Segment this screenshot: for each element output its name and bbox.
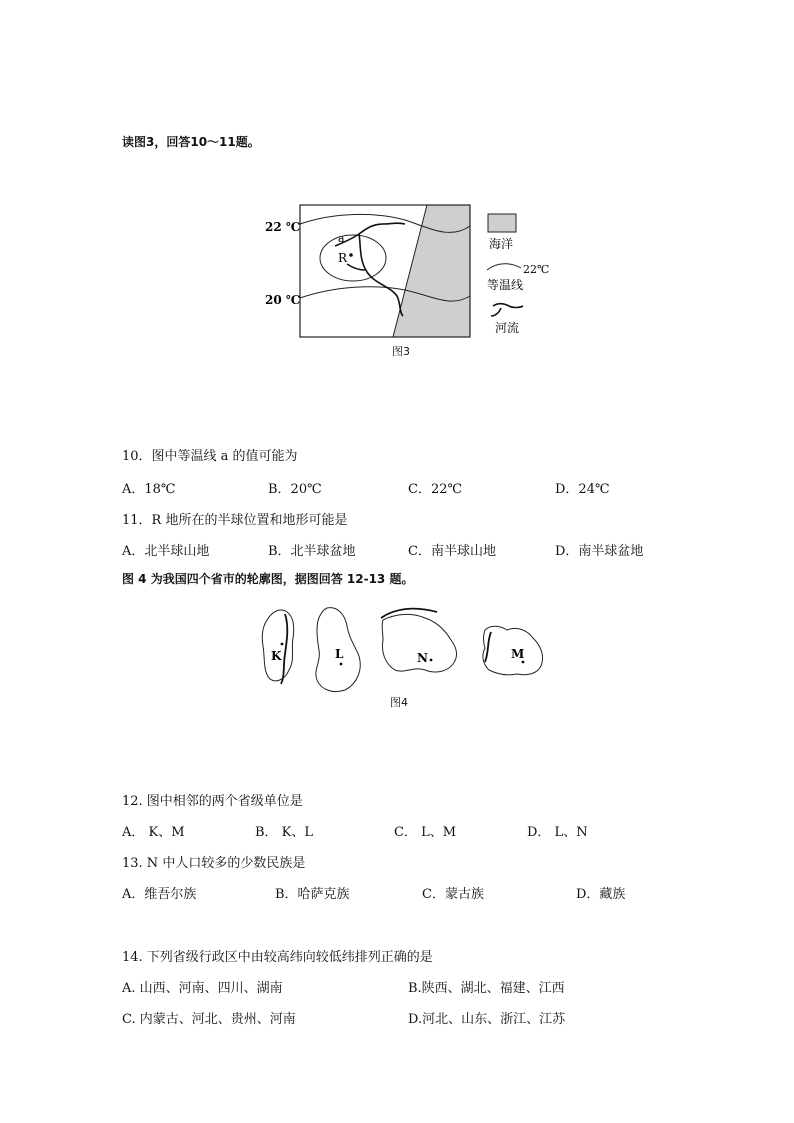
- legend-isotherm-line: [487, 264, 521, 270]
- point-n: [430, 659, 433, 662]
- question-14-option-b[interactable]: B.陕西、湖北、福建、江西: [408, 981, 565, 996]
- question-13-option-d[interactable]: D．藏族: [576, 887, 626, 902]
- question-10-option-a[interactable]: A．18℃: [122, 482, 176, 497]
- question-13-stem: 13. N 中人口较多的少数民族是: [122, 856, 306, 871]
- intro-fig3: 读图3，回答10～11题。: [122, 135, 260, 149]
- question-14-option-d[interactable]: D.河北、山东、浙江、江苏: [408, 1012, 566, 1027]
- question-12-option-b[interactable]: B． K、L: [255, 825, 314, 840]
- outline-m-river: [485, 632, 491, 662]
- figure-3-map: [255, 198, 555, 358]
- question-10-option-d[interactable]: D．24℃: [555, 482, 610, 497]
- question-11-stem: 11．R 地所在的半球位置和地形可能是: [122, 513, 348, 528]
- question-14-stem: 14. 下列省级行政区中由较高纬向较低纬排列正确的是: [122, 950, 433, 965]
- point-r: [349, 253, 353, 257]
- figure-3-caption: 图3: [392, 345, 410, 358]
- question-10-option-c[interactable]: C．22℃: [408, 482, 463, 497]
- intro-fig4: 图 4 为我国四个省市的轮廓图，据图回答 12-13 题。: [122, 572, 414, 586]
- label-l: L: [335, 647, 344, 661]
- question-13-option-b[interactable]: B．哈萨克族: [275, 887, 350, 902]
- question-11-option-d[interactable]: D．南半球盆地: [555, 544, 644, 559]
- outline-k: [262, 610, 294, 681]
- outline-n-border: [381, 609, 437, 618]
- label-n: N: [417, 651, 428, 665]
- question-11-option-a[interactable]: A．北半球山地: [122, 544, 210, 559]
- question-11-option-b[interactable]: B．北半球盆地: [268, 544, 356, 559]
- question-12-option-c[interactable]: C． L、M: [394, 825, 457, 840]
- legend-isotherm-value: 22℃: [523, 263, 550, 276]
- question-12-option-a[interactable]: A． K、M: [122, 825, 185, 840]
- question-13-option-c[interactable]: C．蒙古族: [422, 887, 484, 902]
- question-10-stem: 10．图中等温线 a 的值可能为: [122, 449, 298, 464]
- ocean-area: [393, 205, 470, 337]
- question-13-option-a[interactable]: A．维吾尔族: [122, 887, 197, 902]
- label-m: M: [511, 647, 525, 661]
- question-10-option-b[interactable]: B．20℃: [268, 482, 322, 497]
- legend-isotherm-label: 等温线: [487, 278, 524, 292]
- legend-ocean-label: 海洋: [489, 237, 514, 251]
- label-a: a: [338, 232, 345, 245]
- point-k: [281, 643, 284, 646]
- legend-river-symbol: [491, 304, 523, 316]
- isotherm-a: [320, 235, 386, 281]
- question-11-option-c[interactable]: C．南半球山地: [408, 544, 496, 559]
- label-r: R: [338, 251, 348, 265]
- label-22c: 22 ℃: [265, 220, 301, 234]
- outline-k-river: [281, 614, 287, 684]
- legend-ocean-swatch: [488, 214, 516, 232]
- legend-river-label: 河流: [495, 321, 520, 335]
- figure-4-caption: 图4: [390, 696, 408, 709]
- point-m: [522, 661, 525, 664]
- label-k: K: [271, 649, 282, 663]
- question-12-option-d[interactable]: D． L、N: [527, 825, 588, 840]
- figure-4-outlines: [255, 600, 555, 700]
- point-l: [340, 663, 343, 666]
- question-14-option-c[interactable]: C. 内蒙古、河北、贵州、河南: [122, 1012, 296, 1027]
- river-branch: [347, 264, 365, 270]
- river-upper: [335, 223, 405, 246]
- question-12-stem: 12. 图中相邻的两个省级单位是: [122, 794, 303, 809]
- label-20c: 20 ℃: [265, 293, 301, 307]
- question-14-option-a[interactable]: A. 山西、河南、四川、湖南: [122, 981, 283, 996]
